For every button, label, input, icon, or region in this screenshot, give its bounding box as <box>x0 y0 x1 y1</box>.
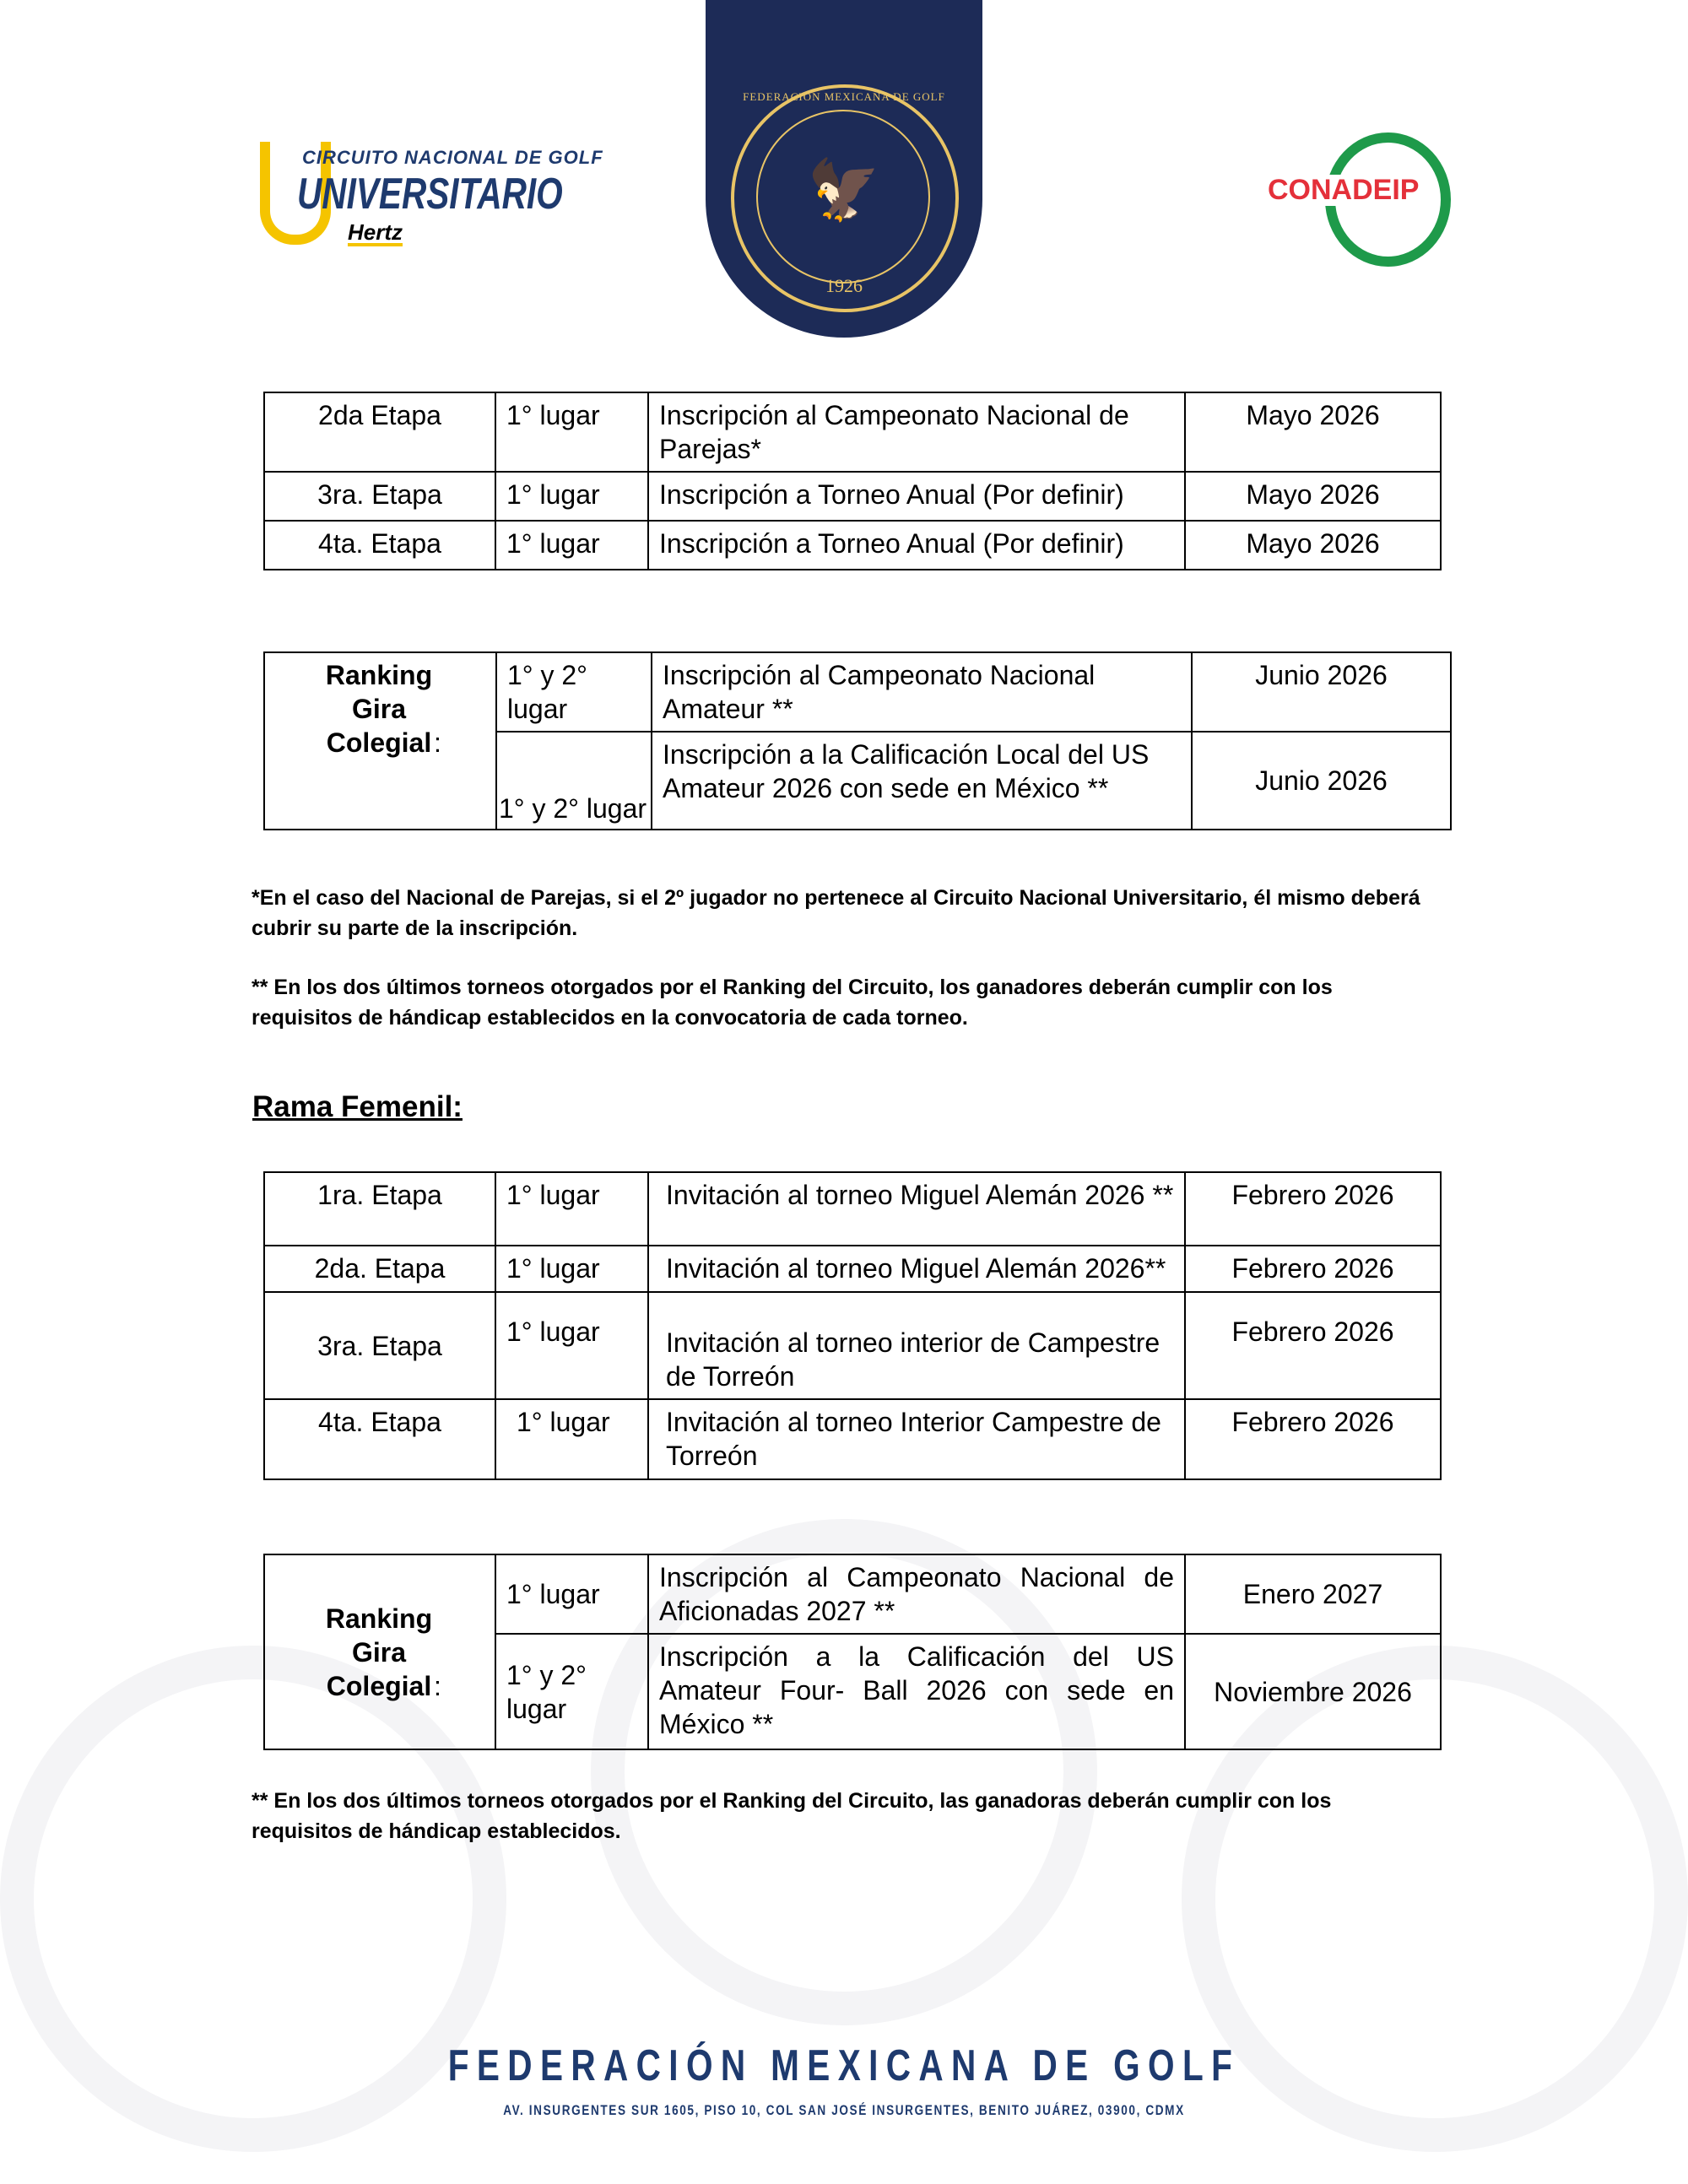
place-cell: 1° lugar <box>495 521 648 570</box>
place-cell: 1° y 2° lugar <box>495 1634 648 1749</box>
place-cell: 1° lugar <box>495 1554 648 1634</box>
seal-text: FEDERACIÓN MEXICANA DE GOLF <box>743 90 945 103</box>
table-row <box>264 1172 1441 1246</box>
date-cell: Mayo 2026 <box>1185 472 1441 521</box>
ranking-label: Ranking Gira Colegial <box>325 1603 433 1701</box>
prize-cell: Invitación al torneo Miguel Alemán 2026 ** <box>648 1172 1185 1246</box>
seal-year: 1926 <box>825 275 863 296</box>
prize-cell: Invitación al torneo interior de Campestre de Torreón <box>648 1292 1185 1399</box>
label-colon: : <box>434 1670 441 1701</box>
masculine-ranking-table <box>263 651 1452 830</box>
logo-line3: Hertz <box>348 219 403 245</box>
note-parejas: *En el caso del Nacional de Parejas, si el 2º jugador no pertenece al Circuito Nacional Universitario, él mismo deberá cubrir su parte de la inscripción. <box>252 886 1420 940</box>
date-cell: Febrero 2026 <box>1185 1246 1441 1292</box>
prize-cell: Inscripción al Campeonato Nacional de Parejas* <box>648 392 1185 472</box>
place-cell: 1° lugar <box>495 472 648 521</box>
stage-cell: 1ra. Etapa <box>264 1172 495 1246</box>
ranking-label: Ranking Gira Colegial <box>325 660 433 758</box>
prize-cell: Inscripción a Torneo Anual (Por definir) <box>648 472 1185 521</box>
prize-cell: Invitación al torneo Interior Campestre de Torreón <box>648 1399 1185 1479</box>
fmg-seal <box>706 0 982 338</box>
table-row <box>264 1292 1441 1399</box>
stage-cell: 2da Etapa <box>264 392 495 472</box>
conadeip-logo <box>1266 131 1469 262</box>
table-row <box>264 472 1441 521</box>
stage-cell: 4ta. Etapa <box>264 1399 495 1479</box>
prize-cell: Invitación al torneo Miguel Alemán 2026** <box>648 1246 1185 1292</box>
table-row <box>264 652 1451 732</box>
table-row <box>264 1246 1441 1292</box>
date-cell: Junio 2026 <box>1192 652 1451 732</box>
logo-line1: CIRCUITO NACIONAL DE GOLF <box>302 147 603 168</box>
place-cell: 1° lugar <box>495 1292 648 1399</box>
prize-cell: Inscripción al Campeonato Nacional Amateur ** <box>652 652 1192 732</box>
logo-line2: UNIVERSITARIO <box>297 170 563 219</box>
note-handicap-ganadoras: ** En los dos últimos torneos otorgados por el Ranking del Circuito, las ganadoras deberán cumplir con los requisitos de hándicap establecidos. <box>252 1789 1332 1843</box>
place-cell: 1° lugar <box>495 1172 648 1246</box>
date-cell: Febrero 2026 <box>1185 1172 1441 1246</box>
date-cell: Febrero 2026 <box>1185 1292 1441 1399</box>
date-cell: Mayo 2026 <box>1185 521 1441 570</box>
prize-cell: Inscripción a la Calificación Local del US Amateur 2026 con sede en México ** <box>652 732 1192 830</box>
femenil-stages-table <box>263 1171 1442 1480</box>
prize-cell: Inscripción a la Calificación del US Amateur Four- Ball 2026 con sede en México ** <box>648 1634 1185 1749</box>
note-handicap-ganadores: ** En los dos últimos torneos otorgados por el Ranking del Circuito, los ganadores deberán cumplir con los requisitos de hándicap establecidos en la convocatoria de cada torneo. <box>252 976 1333 1030</box>
stage-cell: 2da. Etapa <box>264 1246 495 1292</box>
table-row <box>264 1399 1441 1479</box>
date-cell: Junio 2026 <box>1192 732 1451 830</box>
eagle-icon: 🦅 <box>807 157 881 223</box>
femenil-ranking-table <box>263 1554 1442 1750</box>
conadeip-text: CONADEIP <box>1268 174 1420 206</box>
date-cell: Febrero 2026 <box>1185 1399 1441 1479</box>
footer-title: FEDERACIÓN MEXICANA DE GOLF <box>447 2041 1241 2090</box>
prize-cell: Inscripción a Torneo Anual (Por definir) <box>648 521 1185 570</box>
place-cell: 1° lugar <box>495 1399 648 1479</box>
date-cell: Noviembre 2026 <box>1185 1634 1441 1749</box>
label-colon: : <box>434 727 441 758</box>
place-cell: 1° lugar <box>495 1246 648 1292</box>
table-row <box>264 521 1441 570</box>
date-cell: Enero 2027 <box>1185 1554 1441 1634</box>
place-cell: 1° y 2° lugar <box>496 732 652 830</box>
stage-cell: 3ra. Etapa <box>264 472 495 521</box>
table-row <box>264 1554 1441 1634</box>
place-cell: 1° lugar <box>495 392 648 472</box>
ranking-label-cell <box>264 652 496 830</box>
section-title-femenil: Rama Femenil: <box>252 1090 463 1123</box>
circuito-universitario-logo <box>253 135 603 249</box>
ranking-label-cell <box>264 1554 495 1749</box>
place-cell: 1° y 2° lugar <box>496 652 652 732</box>
prize-cell: Inscripción al Campeonato Nacional de Aficionadas 2027 ** <box>648 1554 1185 1634</box>
table-row <box>264 392 1441 472</box>
stage-cell: 3ra. Etapa <box>264 1292 495 1399</box>
footer-address: AV. INSURGENTES SUR 1605, PISO 10, COL SAN JOSÉ INSURGENTES, BENITO JUÁREZ, 03900, CDMX <box>503 2102 1185 2118</box>
stage-cell: 4ta. Etapa <box>264 521 495 570</box>
date-cell: Mayo 2026 <box>1185 392 1441 472</box>
masculine-stages-table <box>263 392 1442 570</box>
